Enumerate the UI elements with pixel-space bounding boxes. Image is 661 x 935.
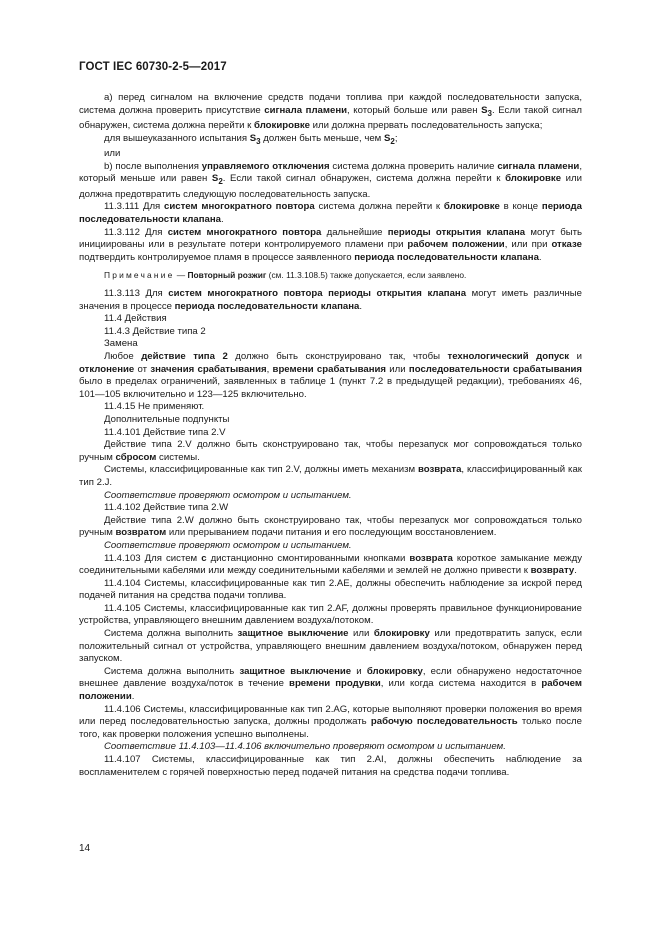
- paragraph-item-a: а) перед сигналом на включение средств подачи топлива при каждой последовательности запуска, система должна проверить присутствие сигнала пламени, который больше или равен $S_3$. Если такой сигнал обнаружен, система должна перейти к блокировке или должна прервать последовательность запуска;: [79, 92, 582, 132]
- paragraph-s3-note: для вышеуказанного испытания $S_3$ должен быть меньше, чем $S_2$;: [104, 132, 398, 146]
- heading-11-4-101: 11.4.101 Действие типа 2.V: [104, 426, 226, 438]
- paragraph-11-4-105: 11.4.105 Системы, классифицированные как тип 2.AF, должны проверять правильное функционирование устройства, управляющего внешним давлением воздуха/потоком.: [79, 602, 582, 627]
- page-number: 14: [79, 843, 91, 854]
- paragraph-11-4-107: 11.4.107 Системы, классифицированные как тип 2.AI, должны обеспечить наблюдение за воспламенителем с горячей поверхностью перед подачей питания на средства подачи топлива.: [79, 754, 582, 778]
- paragraph-replacement: Замена: [104, 338, 138, 350]
- paragraph-type2-action: Любое действие типа 2 должно быть сконструировано так, чтобы технологический допуск и отклонение от значения срабатывания, времени срабатывания или последовательности срабатывания было в пределах ограничений, заявленных в таблице 1 (пункт 7.2 в предыдущей редакции), требованиях 46, 101—105 включительно и 123—125 включительно.: [79, 351, 583, 400]
- paragraph-11-3-113: 11.3.113 Для систем многократного повтора периоды открытия клапана могут иметь различные значения в процессе периода последовательности клапана.: [79, 288, 582, 312]
- paragraph-type-2w: Действие типа 2.W должно быть сконструировано так, чтобы перезапуск мог сопровождаться только ручным возвратом или прерыванием подачи питания и его последующим восстановлением.: [79, 514, 582, 539]
- document-code-header: ГОСТ IEC 60730-2-5—2017: [79, 61, 227, 73]
- compliance-note-1: Соответствие проверяют осмотром и испытанием.: [104, 489, 352, 501]
- paragraph-or: или: [104, 148, 121, 160]
- paragraph-type-2v-systems: Системы, классифицированные как тип 2.V, должны иметь механизм возврата, классифицированный как тип 2.J.: [79, 464, 582, 488]
- paragraph-11-3-111: 11.3.111 Для систем многократного повтора система должна перейти к блокировке в конце периода последовательности клапана.: [79, 201, 582, 226]
- paragraph-11-3-112: 11.3.112 Для систем многократного повтора дальнейшие периоды открытия клапана могут быть инициированы или в результате потери контролируемого пламени при рабочем положении, или при отказе подтвердить контролируемое пламя в процессе заявленного периода последовательности клапана.: [79, 226, 582, 263]
- paragraph-11-4-104: 11.4.104 Системы, классифицированные как тип 2.AE, должны обеспечить наблюдение за искрой перед подачей питания на средства подачи топлива.: [79, 577, 582, 602]
- document-body: [79, 92, 582, 779]
- paragraph-safety-shutdown-1: Система должна выполнить защитное выключение или блокировку или предотвратить запуск, если положительный сигнал от устройства, управляющего внешним давлением воздуха/потоком, обнаружен перед запуском.: [79, 628, 582, 665]
- paragraph-11-4-106: 11.4.106 Системы, классифицированные как тип 2.AG, которые выполняют проверки положения во время или перед последовательностью запуска, должны продолжать рабочую последовательность только после того, как проверки положения успешно выполнены.: [79, 703, 582, 740]
- paragraph-safety-shutdown-2: Система должна выполнить защитное выключение и блокировку, если обнаружено недостаточное внешнее давление воздуха/поток в течение времени продувки, или когда система находится в рабочем положении.: [79, 665, 582, 703]
- compliance-note-2: Соответствие проверяют осмотром и испытанием.: [104, 539, 352, 551]
- heading-11-4-3: 11.4.3 Действие типа 2: [104, 325, 206, 337]
- compliance-note-3: Соответствие 11.4.103—11.4.106 включительно проверяют осмотром и испытанием.: [104, 741, 506, 753]
- note-paragraph: Примечание — Повторный розжиг (см. 11.3.108.5) также допускается, если заявлено.: [104, 270, 467, 281]
- paragraph-11-4-103: 11.4.103 Для систем с дистанционно смонтированными кнопками возврата короткое замыкание между соединительными кабелями или между соединительными кабелями и землей не должно привести к возврату.: [79, 552, 582, 577]
- paragraph-additional-subclauses: Дополнительные подпункты: [104, 413, 230, 425]
- paragraph-type-2v: Действие типа 2.V должно быть сконструировано так, чтобы перезапуск мог сопровождаться только ручным сбросом системы.: [79, 439, 582, 463]
- paragraph-11-4-15: 11.4.15 Не применяют.: [104, 401, 205, 413]
- heading-11-4-102: 11.4.102 Действие типа 2.W: [104, 502, 229, 514]
- paragraph-item-b: b) после выполнения управляемого отключения система должна проверить наличие сигнала пламени, который меньше или равен $S_2$. Если такой сигнал обнаружен, система должна перейти к блокировке или должна предотвратить следующую последовательность запуска.: [79, 160, 582, 200]
- heading-11-4: 11.4 Действия: [104, 313, 167, 325]
